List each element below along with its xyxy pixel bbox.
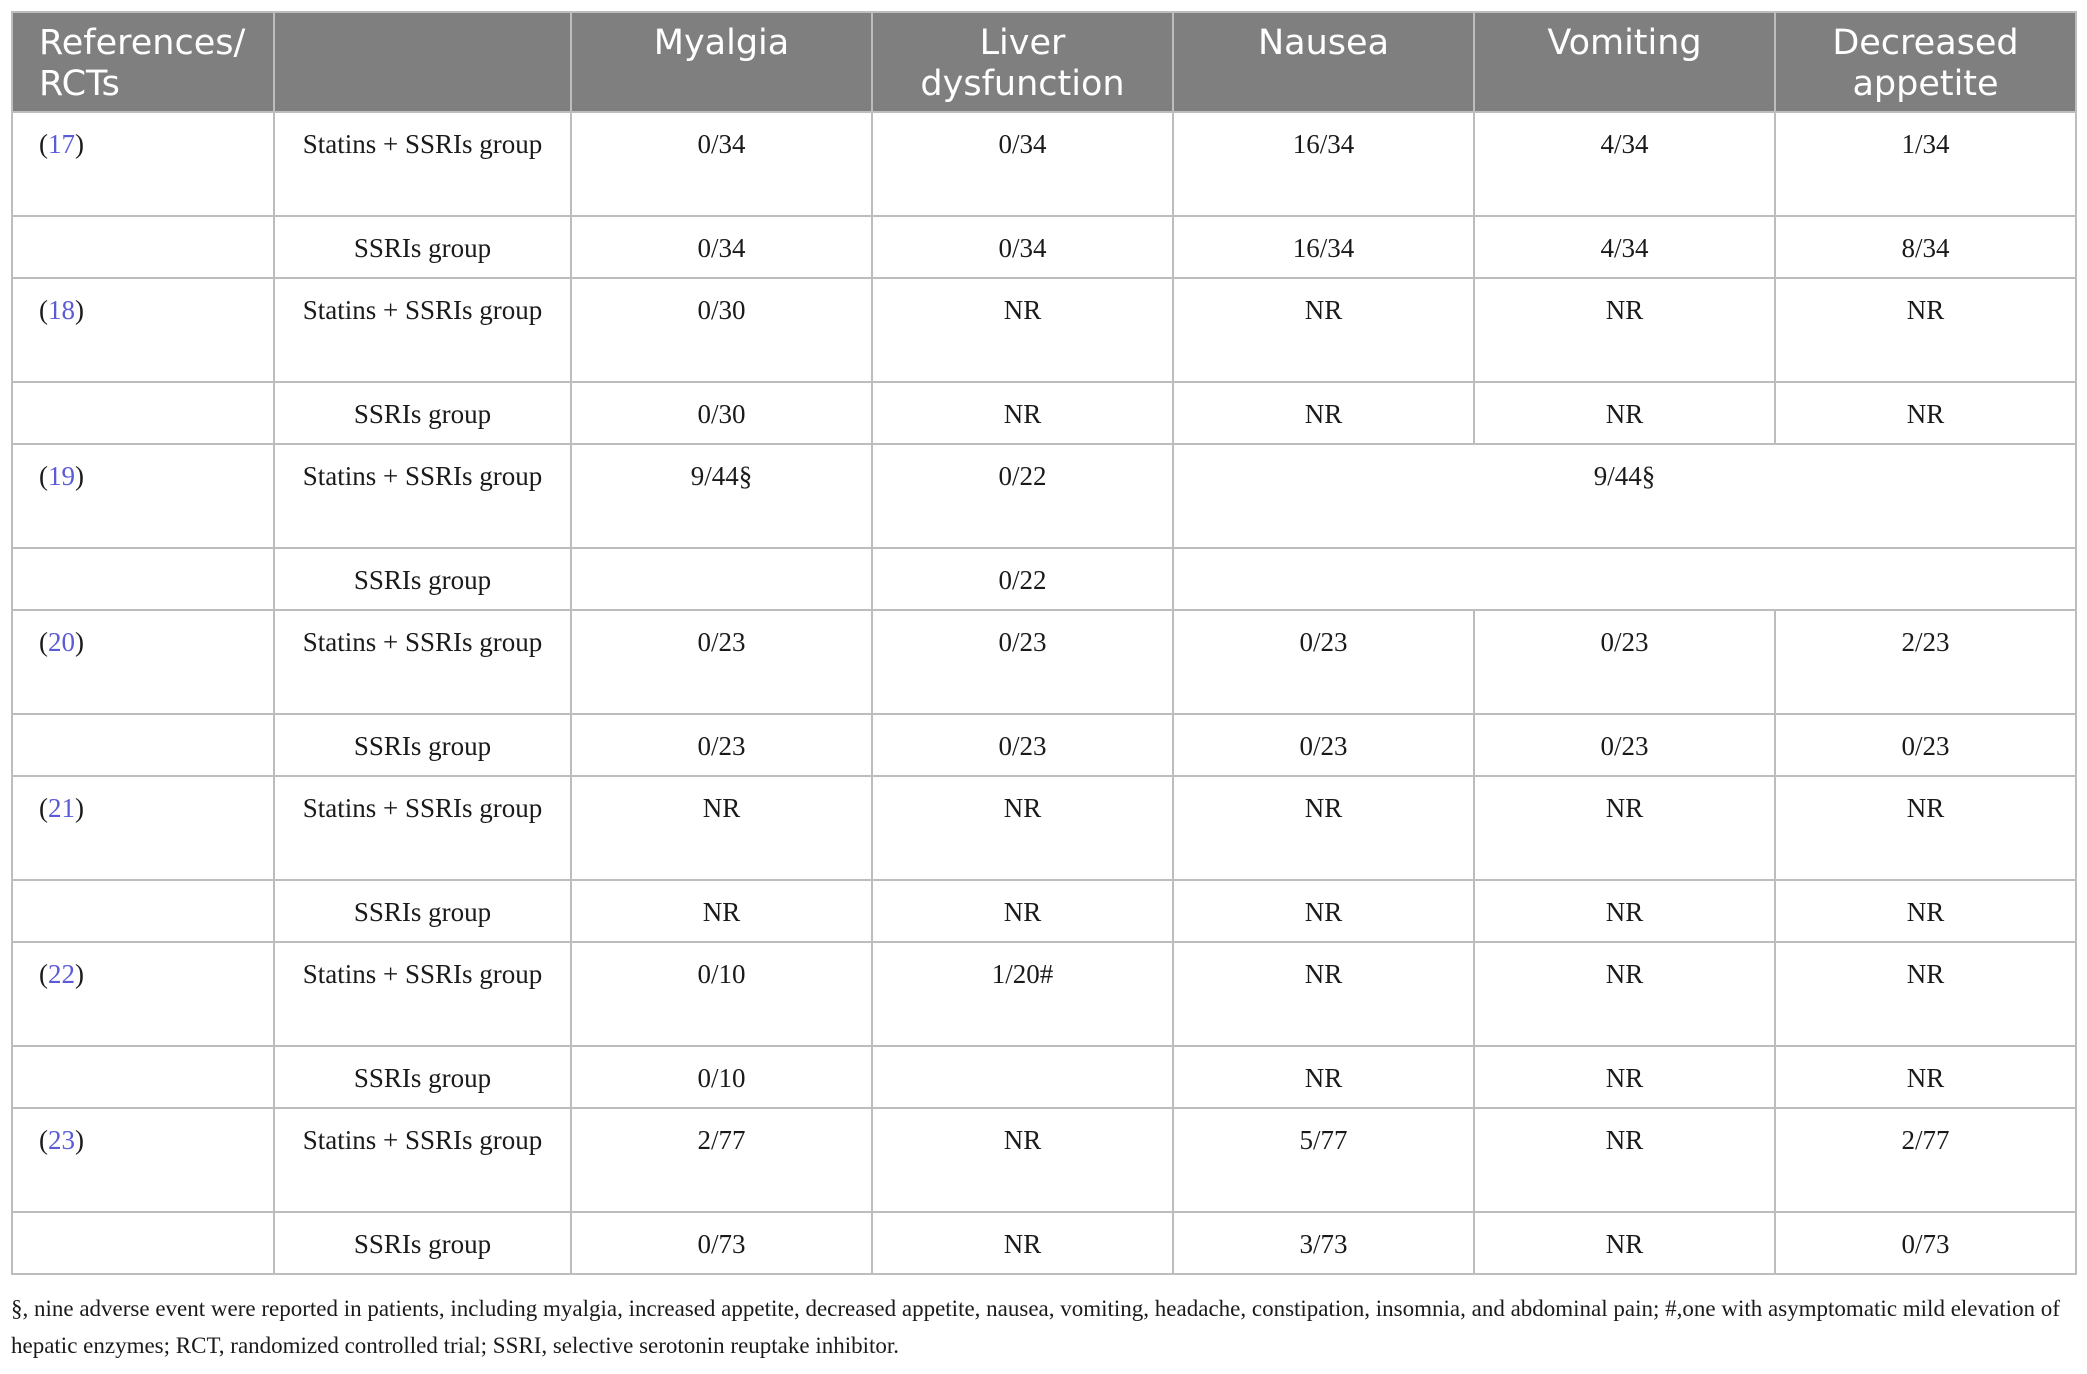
liver-dysfunction-cell: NR	[872, 1108, 1173, 1212]
decreased-appetite-cell: 0/23	[1775, 714, 2076, 776]
nausea-cell: NR	[1173, 278, 1474, 382]
reference-cell	[12, 382, 274, 444]
vomiting-cell: NR	[1474, 1108, 1775, 1212]
decreased-appetite-cell: NR	[1775, 382, 2076, 444]
nausea-cell: 0/23	[1173, 714, 1474, 776]
header-vomiting: Vomiting	[1474, 12, 1775, 112]
table-row	[12, 610, 2076, 714]
reference-cell: (21)	[12, 776, 274, 880]
reference-cell	[12, 1046, 274, 1108]
header-myalgia: Myalgia	[571, 12, 872, 112]
nausea-cell: NR	[1173, 880, 1474, 942]
liver-dysfunction-cell: 0/34	[872, 112, 1173, 216]
vomiting-cell: 4/34	[1474, 216, 1775, 278]
group-cell: SSRIs group	[274, 216, 571, 278]
reference-cell	[12, 548, 274, 610]
myalgia-cell: 0/23	[571, 610, 872, 714]
table-row	[12, 444, 2076, 548]
vomiting-cell: NR	[1474, 776, 1775, 880]
decreased-appetite-cell: 8/34	[1775, 216, 2076, 278]
decreased-appetite-cell: NR	[1775, 880, 2076, 942]
myalgia-cell: 2/77	[571, 1108, 872, 1212]
liver-dysfunction-cell: 0/34	[872, 216, 1173, 278]
reference-link[interactable]: 18	[48, 295, 75, 325]
header-liver-dysfunction: Liver dysfunction	[872, 12, 1173, 112]
myalgia-cell: 0/34	[571, 112, 872, 216]
group-cell: SSRIs group	[274, 382, 571, 444]
vomiting-cell: NR	[1474, 382, 1775, 444]
decreased-appetite-cell: NR	[1775, 1046, 2076, 1108]
myalgia-cell: 0/30	[571, 382, 872, 444]
reference-cell: (23)	[12, 1108, 274, 1212]
nausea-cell: NR	[1173, 942, 1474, 1046]
myalgia-cell: 9/44§	[571, 444, 872, 548]
adverse-events-table	[11, 11, 2077, 1275]
merged-other-events-cell	[1173, 548, 2076, 610]
group-cell: SSRIs group	[274, 880, 571, 942]
header-group	[274, 12, 571, 112]
decreased-appetite-cell: 0/73	[1775, 1212, 2076, 1274]
reference-link[interactable]: 19	[48, 461, 75, 491]
vomiting-cell: NR	[1474, 1046, 1775, 1108]
table-row	[12, 1212, 2076, 1274]
group-cell: Statins + SSRIs group	[274, 942, 571, 1046]
table-row	[12, 278, 2076, 382]
vomiting-cell: 0/23	[1474, 610, 1775, 714]
header-decreased-appetite: Decreased appetite	[1775, 12, 2076, 112]
nausea-cell: NR	[1173, 1046, 1474, 1108]
nausea-cell: 16/34	[1173, 112, 1474, 216]
group-cell: Statins + SSRIs group	[274, 1108, 571, 1212]
nausea-cell: 16/34	[1173, 216, 1474, 278]
reference-cell: (19)	[12, 444, 274, 548]
group-cell: Statins + SSRIs group	[274, 610, 571, 714]
myalgia-cell: NR	[571, 880, 872, 942]
liver-dysfunction-cell: 1/20#	[872, 942, 1173, 1046]
reference-cell	[12, 216, 274, 278]
header-references: References/ RCTs	[12, 12, 274, 112]
liver-dysfunction-cell: NR	[872, 776, 1173, 880]
vomiting-cell: 4/34	[1474, 112, 1775, 216]
reference-cell: (17)	[12, 112, 274, 216]
myalgia-cell: NR	[571, 776, 872, 880]
liver-dysfunction-cell: NR	[872, 1212, 1173, 1274]
group-cell: Statins + SSRIs group	[274, 278, 571, 382]
nausea-cell: 5/77	[1173, 1108, 1474, 1212]
vomiting-cell: 0/23	[1474, 714, 1775, 776]
group-cell: Statins + SSRIs group	[274, 776, 571, 880]
group-cell: Statins + SSRIs group	[274, 112, 571, 216]
liver-dysfunction-cell: NR	[872, 382, 1173, 444]
vomiting-cell: NR	[1474, 942, 1775, 1046]
table-row	[12, 880, 2076, 942]
decreased-appetite-cell: 2/77	[1775, 1108, 2076, 1212]
reference-link[interactable]: 20	[48, 627, 75, 657]
reference-cell	[12, 714, 274, 776]
group-cell: SSRIs group	[274, 1046, 571, 1108]
vomiting-cell: NR	[1474, 1212, 1775, 1274]
nausea-cell: 0/23	[1173, 610, 1474, 714]
group-cell: Statins + SSRIs group	[274, 444, 571, 548]
table-row	[12, 714, 2076, 776]
myalgia-cell: 0/10	[571, 1046, 872, 1108]
table-footnote: §, nine adverse event were reported in patients, including myalgia, increased appetite, decreased appetite, nausea, vomiting, headache, constipation, insomnia, and abdominal pain; #,one with asymptomatic mild elevation of hepatic enzymes; RCT, randomized controlled trial; SSRI, selective serotonin reuptake inhibitor.	[11, 1296, 2060, 1358]
myalgia-cell: 0/73	[571, 1212, 872, 1274]
decreased-appetite-cell: NR	[1775, 278, 2076, 382]
vomiting-cell: NR	[1474, 278, 1775, 382]
nausea-cell: 3/73	[1173, 1212, 1474, 1274]
reference-cell: (18)	[12, 278, 274, 382]
reference-cell: (22)	[12, 942, 274, 1046]
reference-link[interactable]: 21	[48, 793, 75, 823]
table-row	[12, 1108, 2076, 1212]
reference-link[interactable]: 17	[48, 129, 75, 159]
table-row	[12, 942, 2076, 1046]
header-row	[12, 12, 2076, 112]
vomiting-cell: NR	[1474, 880, 1775, 942]
reference-link[interactable]: 23	[48, 1125, 75, 1155]
nausea-cell: NR	[1173, 776, 1474, 880]
decreased-appetite-cell: 1/34	[1775, 112, 2076, 216]
myalgia-cell: 0/23	[571, 714, 872, 776]
liver-dysfunction-cell: 0/22	[872, 548, 1173, 610]
group-cell: SSRIs group	[274, 714, 571, 776]
table-row	[12, 776, 2076, 880]
myalgia-cell: 0/10	[571, 942, 872, 1046]
myalgia-cell: 0/34	[571, 216, 872, 278]
liver-dysfunction-cell: 0/22	[872, 444, 1173, 548]
liver-dysfunction-cell: NR	[872, 880, 1173, 942]
myalgia-cell	[571, 548, 872, 610]
header-nausea: Nausea	[1173, 12, 1474, 112]
liver-dysfunction-cell	[872, 1046, 1173, 1108]
table-row	[12, 112, 2076, 216]
liver-dysfunction-cell: 0/23	[872, 714, 1173, 776]
reference-cell: (20)	[12, 610, 274, 714]
table-row	[12, 216, 2076, 278]
myalgia-cell: 0/30	[571, 278, 872, 382]
group-cell: SSRIs group	[274, 1212, 571, 1274]
table-row	[12, 548, 2076, 610]
adverse-events-table-container	[11, 11, 2075, 1275]
liver-dysfunction-cell: 0/23	[872, 610, 1173, 714]
decreased-appetite-cell: 2/23	[1775, 610, 2076, 714]
reference-link[interactable]: 22	[48, 959, 75, 989]
group-cell: SSRIs group	[274, 548, 571, 610]
merged-other-events-cell: 9/44§	[1173, 444, 2076, 548]
reference-cell	[12, 880, 274, 942]
liver-dysfunction-cell: NR	[872, 278, 1173, 382]
decreased-appetite-cell: NR	[1775, 776, 2076, 880]
table-row	[12, 1046, 2076, 1108]
nausea-cell: NR	[1173, 382, 1474, 444]
table-row	[12, 382, 2076, 444]
decreased-appetite-cell: NR	[1775, 942, 2076, 1046]
reference-cell	[12, 1212, 274, 1274]
